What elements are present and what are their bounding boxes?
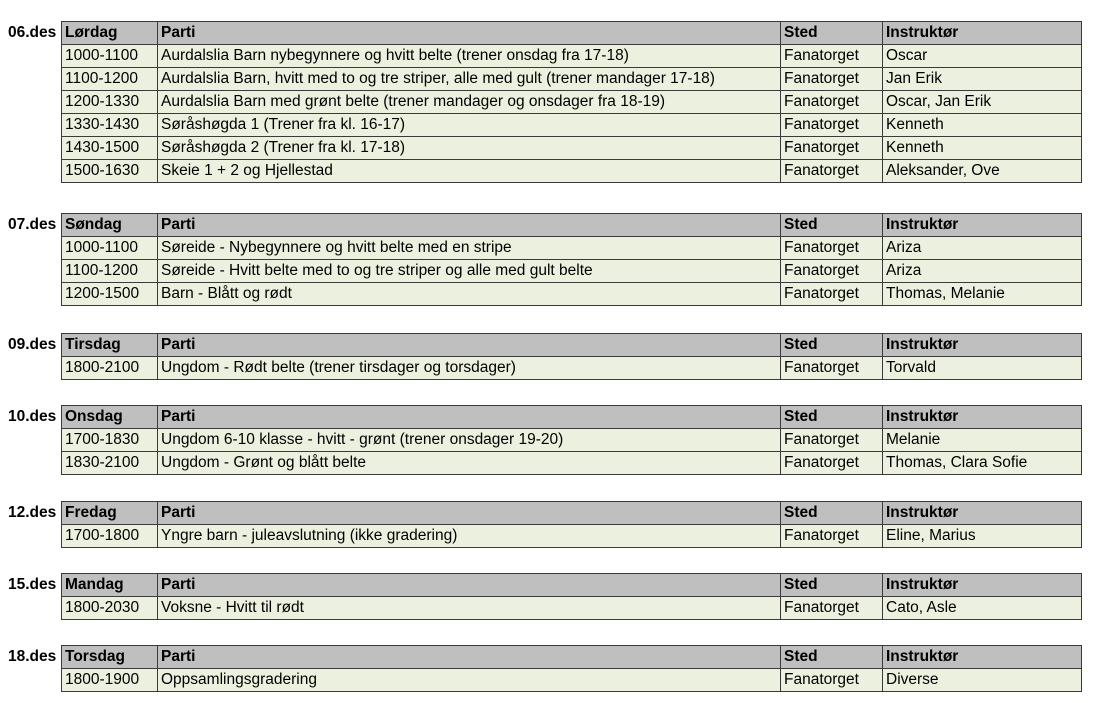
cell-parti: Søråshøgda 1 (Trener fra kl. 16-17) <box>158 114 781 137</box>
schedule-table <box>61 213 1082 306</box>
cell-parti: Aurdalslia Barn nybegynnere og hvitt belte (trener onsdag fra 17-18) <box>158 45 781 68</box>
date-label: 06.des <box>8 24 57 41</box>
header-sted: Sted <box>781 22 883 45</box>
cell-sted: Fanatorget <box>781 260 883 283</box>
schedule-table <box>61 573 1082 620</box>
cell-instruktor: Oscar, Jan Erik <box>883 91 1082 114</box>
cell-instruktor: Oscar <box>883 45 1082 68</box>
header-parti: Parti <box>158 214 781 237</box>
schedule-table <box>61 21 1082 183</box>
cell-time: 1100-1200 <box>62 68 158 91</box>
cell-time: 1500-1630 <box>62 160 158 183</box>
table-row <box>62 357 1082 380</box>
table-row <box>62 597 1082 620</box>
cell-parti: Ungdom - Rødt belte (trener tirsdager og torsdager) <box>158 357 781 380</box>
cell-time: 1200-1500 <box>62 283 158 306</box>
cell-sted: Fanatorget <box>781 597 883 620</box>
table-row <box>62 429 1082 452</box>
header-parti: Parti <box>158 22 781 45</box>
cell-parti: Oppsamlingsgradering <box>158 669 781 692</box>
cell-sted: Fanatorget <box>781 669 883 692</box>
date-label: 09.des <box>8 336 57 353</box>
cell-time: 1700-1830 <box>62 429 158 452</box>
cell-instruktor: Cato, Asle <box>883 597 1082 620</box>
cell-parti: Aurdalslia Barn, hvitt med to og tre striper, alle med gult (trener mandager 17-18) <box>158 68 781 91</box>
header-day: Lørdag <box>62 22 158 45</box>
header-day: Torsdag <box>62 646 158 669</box>
table-row <box>62 91 1082 114</box>
header-sted: Sted <box>781 646 883 669</box>
cell-time: 1800-2100 <box>62 357 158 380</box>
header-parti: Parti <box>158 502 781 525</box>
cell-instruktor: Ariza <box>883 237 1082 260</box>
cell-instruktor: Kenneth <box>883 137 1082 160</box>
header-instruktor: Instruktør <box>883 574 1082 597</box>
table-row <box>62 137 1082 160</box>
cell-time: 1200-1330 <box>62 91 158 114</box>
date-label: 18.des <box>8 648 57 665</box>
cell-time: 1330-1430 <box>62 114 158 137</box>
header-row <box>62 22 1082 45</box>
cell-sted: Fanatorget <box>781 429 883 452</box>
cell-parti: Ungdom 6-10 klasse - hvitt - grønt (trener onsdager 19-20) <box>158 429 781 452</box>
cell-sted: Fanatorget <box>781 237 883 260</box>
header-row <box>62 406 1082 429</box>
cell-sted: Fanatorget <box>781 45 883 68</box>
schedule-table <box>61 405 1082 475</box>
table-row <box>62 114 1082 137</box>
cell-instruktor: Aleksander, Ove <box>883 160 1082 183</box>
schedule-table <box>61 501 1082 548</box>
header-instruktor: Instruktør <box>883 406 1082 429</box>
header-day: Mandag <box>62 574 158 597</box>
header-parti: Parti <box>158 406 781 429</box>
header-day: Søndag <box>62 214 158 237</box>
cell-time: 1830-2100 <box>62 452 158 475</box>
date-label: 15.des <box>8 576 57 593</box>
table-row <box>62 525 1082 548</box>
table-row <box>62 68 1082 91</box>
header-sted: Sted <box>781 502 883 525</box>
header-parti: Parti <box>158 574 781 597</box>
header-day: Onsdag <box>62 406 158 429</box>
cell-parti: Yngre barn - juleavslutning (ikke gradering) <box>158 525 781 548</box>
cell-sted: Fanatorget <box>781 160 883 183</box>
cell-time: 1800-2030 <box>62 597 158 620</box>
date-label: 07.des <box>8 216 57 233</box>
cell-time: 1100-1200 <box>62 260 158 283</box>
header-instruktor: Instruktør <box>883 214 1082 237</box>
cell-parti: Søråshøgda 2 (Trener fra kl. 17-18) <box>158 137 781 160</box>
cell-instruktor: Ariza <box>883 260 1082 283</box>
cell-time: 1430-1500 <box>62 137 158 160</box>
cell-instruktor: Diverse <box>883 669 1082 692</box>
header-instruktor: Instruktør <box>883 502 1082 525</box>
cell-sted: Fanatorget <box>781 114 883 137</box>
cell-instruktor: Thomas, Melanie <box>883 283 1082 306</box>
date-label: 10.des <box>8 408 57 425</box>
cell-sted: Fanatorget <box>781 452 883 475</box>
cell-time: 1700-1800 <box>62 525 158 548</box>
schedule-table <box>61 333 1082 380</box>
cell-instruktor: Thomas, Clara Sofie <box>883 452 1082 475</box>
header-sted: Sted <box>781 214 883 237</box>
cell-parti: Voksne - Hvitt til rødt <box>158 597 781 620</box>
header-day: Tirsdag <box>62 334 158 357</box>
header-row <box>62 646 1082 669</box>
table-row <box>62 669 1082 692</box>
cell-instruktor: Eline, Marius <box>883 525 1082 548</box>
cell-sted: Fanatorget <box>781 283 883 306</box>
header-sted: Sted <box>781 334 883 357</box>
cell-parti: Søreide - Nybegynnere og hvitt belte med en stripe <box>158 237 781 260</box>
cell-parti: Ungdom - Grønt og blått belte <box>158 452 781 475</box>
header-row <box>62 214 1082 237</box>
header-row <box>62 502 1082 525</box>
cell-instruktor: Torvald <box>883 357 1082 380</box>
cell-instruktor: Jan Erik <box>883 68 1082 91</box>
cell-instruktor: Kenneth <box>883 114 1082 137</box>
cell-parti: Skeie 1 + 2 og Hjellestad <box>158 160 781 183</box>
table-row <box>62 452 1082 475</box>
header-sted: Sted <box>781 406 883 429</box>
date-label: 12.des <box>8 504 57 521</box>
cell-sted: Fanatorget <box>781 357 883 380</box>
cell-time: 1000-1100 <box>62 237 158 260</box>
header-parti: Parti <box>158 334 781 357</box>
table-row <box>62 237 1082 260</box>
cell-sted: Fanatorget <box>781 525 883 548</box>
cell-parti: Aurdalslia Barn med grønt belte (trener mandager og onsdager fra 18-19) <box>158 91 781 114</box>
table-row <box>62 160 1082 183</box>
header-row <box>62 574 1082 597</box>
cell-time: 1000-1100 <box>62 45 158 68</box>
header-instruktor: Instruktør <box>883 22 1082 45</box>
cell-sted: Fanatorget <box>781 91 883 114</box>
cell-parti: Barn - Blått og rødt <box>158 283 781 306</box>
header-sted: Sted <box>781 574 883 597</box>
header-parti: Parti <box>158 646 781 669</box>
cell-sted: Fanatorget <box>781 68 883 91</box>
table-row <box>62 45 1082 68</box>
header-instruktor: Instruktør <box>883 646 1082 669</box>
header-row <box>62 334 1082 357</box>
header-day: Fredag <box>62 502 158 525</box>
header-instruktor: Instruktør <box>883 334 1082 357</box>
cell-parti: Søreide - Hvitt belte med to og tre striper og alle med gult belte <box>158 260 781 283</box>
schedule-table <box>61 645 1082 692</box>
cell-sted: Fanatorget <box>781 137 883 160</box>
table-row <box>62 260 1082 283</box>
cell-time: 1800-1900 <box>62 669 158 692</box>
cell-instruktor: Melanie <box>883 429 1082 452</box>
table-row <box>62 283 1082 306</box>
